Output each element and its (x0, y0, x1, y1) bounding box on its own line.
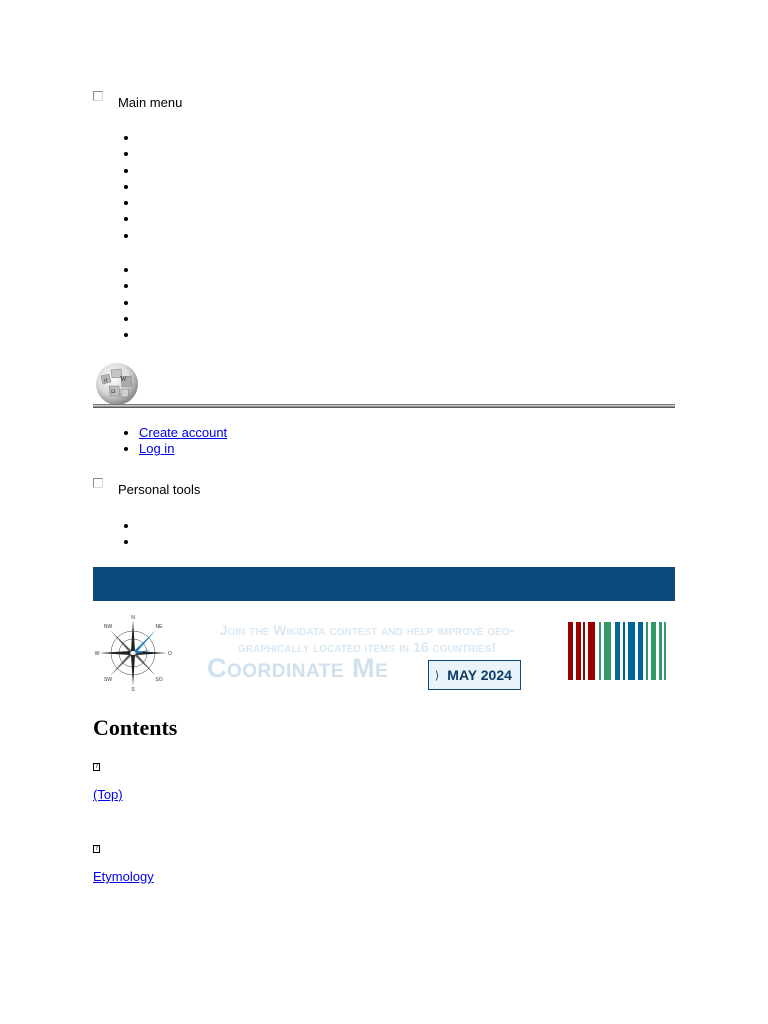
contents-heading: Contents (93, 715, 178, 740)
svg-text:W: W (94, 651, 100, 657)
svg-text:Ω: Ω (111, 389, 116, 395)
svg-text:SO: SO (155, 677, 163, 683)
toc-toggle-icon[interactable]: ? (94, 763, 99, 770)
create-account-link[interactable]: Create account (139, 425, 228, 440)
svg-text:W: W (120, 375, 127, 383)
log-in-link[interactable]: Log in (139, 441, 175, 457)
account-links (93, 425, 227, 458)
may-2024-label: MAY 2024 (447, 667, 512, 683)
header-divider (93, 404, 675, 408)
wikipedia-globe-logo-icon[interactable] (93, 362, 141, 406)
banner-line-2: graphically located items in 16 countries! (237, 639, 497, 655)
log-in-item (139, 441, 227, 457)
main-menu-label: Main menu (118, 95, 183, 110)
main-menu-list (93, 130, 139, 244)
may-2024-button[interactable] (428, 660, 521, 690)
create-account-item (139, 425, 227, 441)
toc-item-top[interactable]: (Top) (93, 787, 123, 802)
svg-text:NW: NW (103, 624, 113, 630)
svg-text:S: S (131, 687, 135, 692)
toc-toggle-icon[interactable]: ? (94, 845, 99, 852)
svg-text:И: И (104, 379, 108, 384)
personal-tools-checkbox[interactable] (93, 478, 103, 488)
compass-rose-icon (93, 614, 173, 692)
site-notice-band (93, 567, 675, 601)
svg-text:N: N (131, 615, 135, 621)
main-menu-list-secondary (93, 262, 139, 343)
banner-line-1: Join the Wikidata contest and help improve geo- (219, 622, 515, 638)
main-menu-checkbox[interactable] (93, 91, 103, 101)
main-menu-toggle[interactable] (93, 91, 182, 110)
chevron-right-icon: ⟩ (435, 669, 440, 682)
banner-description (181, 622, 553, 656)
svg-text:SW: SW (103, 677, 113, 683)
wikidata-barcode-logo-icon (568, 622, 666, 680)
personal-tools-label: Personal tools (118, 482, 201, 497)
personal-tools-toggle[interactable] (93, 478, 200, 497)
contest-banner[interactable] (93, 609, 675, 695)
toc-item-etymology[interactable]: Etymology (93, 869, 154, 884)
personal-tools-list (93, 518, 139, 551)
svg-text:O: O (168, 651, 172, 657)
svg-text:NE: NE (155, 624, 163, 630)
banner-title: Coordinate Me (207, 653, 389, 683)
